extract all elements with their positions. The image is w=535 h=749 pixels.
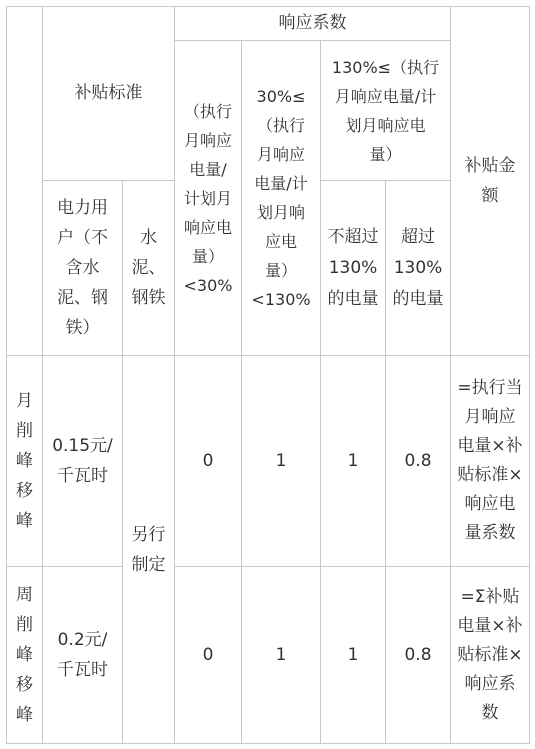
- coefficient-value: 1: [347, 450, 359, 471]
- header-range-line: 电量/: [189, 159, 227, 179]
- header-range-line: 月响应电量/计: [334, 86, 437, 106]
- amount-line: 响应电: [464, 494, 516, 514]
- row-label-char: 削: [16, 421, 33, 441]
- row-label-monthly: [7, 356, 42, 566]
- header-range-line: 月响应: [256, 145, 305, 164]
- header-range-line: 月响应: [183, 130, 232, 150]
- row-label-char: 月: [16, 391, 33, 411]
- header-range-line: 响应电: [183, 217, 232, 237]
- header-cement-steel-line: 钢铁: [131, 288, 166, 308]
- header-amount-line: 补贴金: [464, 156, 516, 176]
- header-range-line: 划月响应电: [345, 115, 426, 135]
- row-label-char: 移: [16, 481, 33, 501]
- row-coefficient-cell: [321, 356, 385, 566]
- amount-line: =Σ补贴: [460, 586, 520, 607]
- standard-line: 0.15元/: [52, 436, 113, 456]
- header-range-line: 量）: [369, 144, 402, 164]
- header-range-line: 130%≤（执行: [331, 57, 440, 77]
- header-range-line: 量）: [191, 246, 224, 266]
- header-exceed-line: 130%: [393, 257, 443, 278]
- row-coefficient-cell: [242, 567, 320, 743]
- header-cement-steel-line: 水: [140, 228, 157, 248]
- amount-line: 贴标准×: [457, 644, 523, 665]
- table-border-right: [529, 6, 530, 744]
- header-power-user-line: 铁）: [65, 318, 100, 338]
- row-label-char: 峰: [16, 705, 33, 725]
- header-range-line: 应电: [264, 232, 297, 251]
- header-response-coefficient-label: 响应系数: [278, 13, 347, 33]
- header-range-line: （执行: [256, 116, 305, 135]
- amount-line: 月响应: [464, 407, 516, 427]
- row-standard-monthly: [43, 356, 122, 566]
- amount-line: 响应系: [464, 673, 516, 694]
- header-range-line: 30%≤: [256, 87, 306, 106]
- row-coefficient-cell: [321, 567, 385, 743]
- coefficient-value: 0.8: [404, 450, 432, 471]
- header-range-above-130: [321, 41, 450, 180]
- header-range-line: 划月响: [256, 203, 305, 222]
- row-amount-monthly: [451, 356, 529, 566]
- header-exceed-line: 超过: [401, 226, 435, 247]
- header-subsidy-standard-label: 补贴标准: [74, 83, 143, 103]
- header-amount-line: 额: [481, 186, 499, 206]
- row-coefficient-cell: [175, 356, 241, 566]
- row-coefficient-cell: [175, 567, 241, 743]
- header-response-coefficient: [175, 7, 450, 40]
- coefficient-value: 0.8: [404, 644, 432, 665]
- row-label-weekly: [7, 567, 42, 743]
- standard-line: 千瓦时: [57, 660, 108, 680]
- amount-line: 电量×补: [457, 436, 523, 456]
- coefficient-value: 0: [202, 450, 214, 471]
- header-subsidy-amount: [451, 7, 529, 355]
- header-power-user-line: 含水: [65, 258, 100, 278]
- header-not-exceed-line: 不超过: [327, 226, 379, 247]
- header-range-line: 电量/计: [254, 174, 308, 193]
- coefficient-value: 1: [347, 644, 359, 665]
- coefficient-value: 1: [275, 644, 287, 665]
- header-range-line: （执行: [183, 101, 232, 121]
- standard-line: 0.2元/: [57, 630, 108, 650]
- row-standard-weekly: [43, 567, 122, 743]
- header-power-user-line: 电力用: [57, 198, 108, 218]
- amount-line: 数: [481, 702, 499, 723]
- header-range-line: 计划月: [183, 188, 232, 208]
- row-label-char: 削: [16, 615, 33, 635]
- header-range-30-130: [242, 41, 320, 355]
- header-range-line: 量）: [264, 261, 297, 280]
- header-power-user: [43, 181, 122, 355]
- row-label-char: 峰: [16, 511, 33, 531]
- row-label-char: 移: [16, 675, 33, 695]
- header-range-line: <30%: [183, 275, 233, 295]
- header-exceed-line: 的电量: [392, 288, 444, 309]
- header-exceed-130: [386, 181, 450, 355]
- header-subsidy-standard: [43, 7, 174, 180]
- header-range-line: <130%: [251, 290, 311, 309]
- header-power-user-line: 户（不: [57, 228, 108, 248]
- amount-line: =执行当: [457, 378, 523, 398]
- coefficient-value: 1: [275, 450, 287, 471]
- cement-steel-other-cell: [123, 356, 174, 743]
- header-cement-steel-line: 泥、: [131, 258, 166, 278]
- amount-line: 贴标准×: [457, 465, 523, 485]
- table-border-bottom: [6, 743, 530, 744]
- header-power-user-line: 泥、钢: [57, 288, 108, 308]
- row-coefficient-cell: [386, 567, 450, 743]
- row-label-char: 峰: [16, 451, 33, 471]
- header-not-exceed-line: 130%: [328, 257, 378, 278]
- row-label-char: 峰: [16, 645, 33, 665]
- header-not-exceed-line: 的电量: [327, 288, 379, 309]
- other-line: 制定: [131, 554, 166, 575]
- row-coefficient-cell: [386, 356, 450, 566]
- header-cement-steel: [123, 181, 174, 355]
- coefficient-value: 0: [202, 644, 214, 665]
- row-label-char: 周: [16, 585, 33, 605]
- row-amount-weekly: [451, 567, 529, 743]
- header-range-below-30: [175, 41, 241, 355]
- header-not-exceed-130: [321, 181, 385, 355]
- row-coefficient-cell: [242, 356, 320, 566]
- other-line: 另行: [131, 524, 166, 545]
- amount-line: 量系数: [464, 523, 516, 543]
- amount-line: 电量×补: [457, 615, 523, 636]
- standard-line: 千瓦时: [57, 466, 108, 486]
